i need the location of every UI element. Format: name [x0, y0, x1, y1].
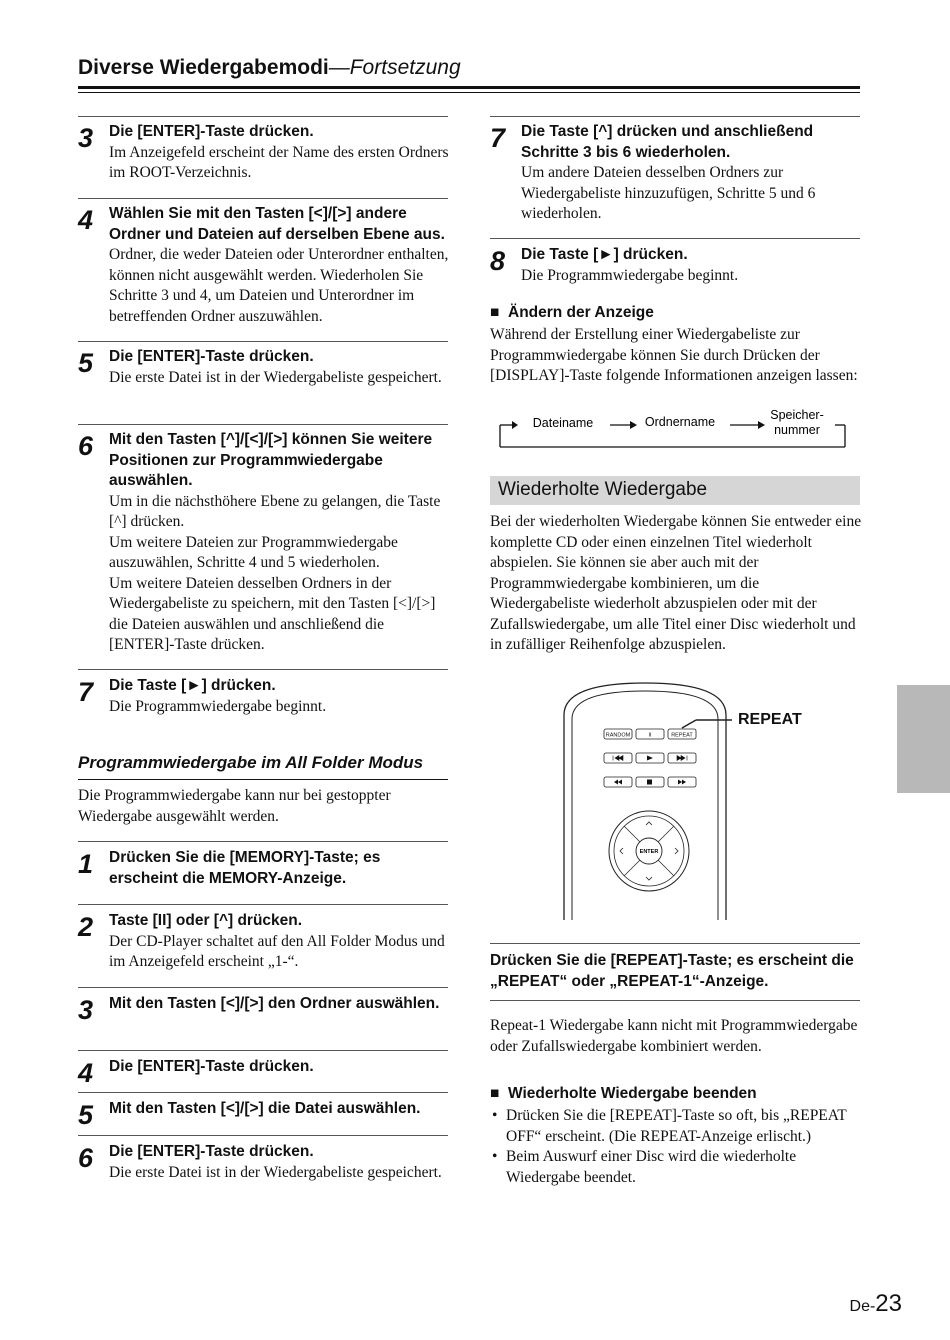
step-number: 3 [78, 123, 94, 153]
step-title: Mit den Tasten [^]/[<]/[>] können Sie weitere Positionen zur Programmwiedergabe auswählen. [109, 431, 433, 489]
flow-item-memory-1: Speicher- [770, 408, 824, 422]
step-number: 3 [78, 995, 94, 1025]
step-number: 5 [78, 348, 94, 378]
intro-text: Die Programmwiedergabe kann nur bei gestoppter Wiedergabe ausgewählt werden. [78, 787, 391, 825]
page-title: Diverse Wiedergabemodi—Fortsetzung [78, 56, 461, 79]
btn-repeat-label: REPEAT [671, 732, 693, 739]
subsection-heading: Programmwiedergabe im All Folder Modus [78, 753, 424, 772]
dpad [609, 811, 689, 891]
flow-item-memory-2: nummer [774, 423, 820, 437]
step-body: Ordner, die weder Dateien oder Unterordner enthalten, können nicht ausgewählt werden. Wiederholen Sie Schritte 3 und 4, um Dateien und Unterordner im betreffenden Ordner auszuwählen. [109, 246, 449, 325]
step-body: Die Programmwiedergabe beginnt. [521, 266, 739, 284]
step-8 [490, 245, 862, 286]
step-divider [78, 1135, 448, 1136]
step-number: 8 [490, 246, 506, 276]
step-body: Um andere Dateien desselben Ordners zur Wiedergabeliste hinzuzufügen, Schritte 5 und 6 wiederholen. [521, 164, 816, 222]
step-title: Die Taste [^] drücken und anschließend Schritte 3 bis 6 wiederholen. [521, 123, 814, 161]
step-4 [78, 204, 450, 327]
step-divider [78, 669, 448, 670]
step-title: Die [ENTER]-Taste drücken. [109, 123, 314, 140]
step-body: Die Programmwiedergabe beginnt. [109, 697, 327, 715]
btn-random-label: RANDOM [605, 732, 631, 739]
step-number: 5 [78, 1100, 94, 1130]
step-title: Taste [II] oder [^] drücken. [109, 912, 303, 929]
step-number: 6 [78, 431, 94, 461]
bullet-dot-icon: • [492, 1148, 498, 1165]
step-divider [78, 341, 448, 342]
step-6 [78, 430, 450, 656]
list-item: • Beim Auswurf einer Disc wird die wiederholte Wiedergabe beendet. [492, 1148, 797, 1186]
af-step-6 [78, 1142, 450, 1183]
display-change-heading: ■ Ändern der Anzeige [490, 304, 654, 321]
step-title: Wählen Sie mit den Tasten [<]/[>] andere Ordner und Dateien auf derselben Ebene aus. [109, 205, 445, 243]
step-title: Drücken Sie die [MEMORY]-Taste; es erscheint die MEMORY-Anzeige. [109, 849, 381, 887]
step-divider [78, 841, 448, 842]
step-divider [78, 1092, 448, 1093]
square-bullet-icon: ■ [490, 1085, 500, 1102]
step-7-repeat [490, 122, 862, 225]
repeat-callout-label: REPEAT [738, 711, 802, 728]
step-body: Die erste Datei ist in der Wiedergabeliste gespeichert. [109, 1163, 442, 1181]
btn-pause-label: II [648, 732, 652, 739]
step-divider [490, 116, 860, 117]
step-title: Die Taste [►] drücken. [109, 677, 276, 694]
af-step-4 [78, 1057, 450, 1088]
step-number: 4 [78, 205, 94, 235]
section-header-repeat: Wiederholte Wiedergabe [490, 476, 860, 505]
step-body: Die erste Datei ist in der Wiedergabeliste gespeichert. [109, 368, 442, 386]
step-number: 4 [78, 1058, 94, 1088]
step-body: Um in die nächsthöhere Ebene zu gelangen, die Taste [^] drücken. [109, 492, 441, 530]
af-step-3 [78, 994, 450, 1025]
step-divider [78, 987, 448, 988]
step-5 [78, 347, 450, 388]
page-number: De-23 [849, 1290, 902, 1317]
step-body: Um weitere Dateien zur Programmwiedergabe auszuwählen, Schritte 4 und 5 wiederholen. [109, 533, 398, 571]
repeat-end-list [490, 1106, 862, 1188]
btn-enter-label: ENTER [639, 849, 659, 855]
step-title: Die [ENTER]-Taste drücken. [109, 1058, 314, 1075]
af-step-5 [78, 1099, 450, 1130]
step-number: 6 [78, 1143, 94, 1173]
header-rule [78, 86, 860, 89]
repeat-intro-text: Bei der wiederholten Wiedergabe können Sie entweder eine komplette CD oder einen einzelnen Titel wiederholt abspielen. Sie können sie aber auch mit der Programmwiedergabe kombinieren, um die Wiedergabeliste wiederholt abzuspielen oder mit der Zufallswiedergabe, um alle Titel einer Disc wiederholt und in zufälliger Reihenfolge abzuspielen. [490, 513, 862, 653]
repeat-end-heading: ■ Wiederholte Wiedergabe beenden [490, 1085, 757, 1102]
step-divider [490, 943, 860, 944]
af-step-1 [78, 848, 450, 889]
subsection-rule [78, 779, 448, 780]
step-title: Die [ENTER]-Taste drücken. [109, 1143, 314, 1160]
step-divider [78, 904, 448, 905]
repeat-instruction: Drücken Sie die [REPEAT]-Taste; es erscheint die „REPEAT“ oder „REPEAT-1“-Anzeige. [490, 952, 854, 990]
flow-item-filename: Dateiname [532, 416, 594, 430]
flow-item-foldername: Ordnername [644, 415, 716, 429]
step-3 [78, 122, 450, 184]
step-title: Mit den Tasten [<]/[>] die Datei auswählen. [109, 1100, 421, 1117]
display-flow-diagram [490, 405, 862, 455]
step-divider [78, 116, 448, 117]
square-bullet-icon: ■ [490, 304, 500, 321]
step-body: Im Anzeigefeld erscheint der Name des ersten Ordners im ROOT-Verzeichnis. [109, 143, 449, 181]
step-number: 2 [78, 912, 94, 942]
list-item: • Drücken Sie die [REPEAT]-Taste so oft, bis „REPEAT OFF“ erscheint. (Die REPEAT-Anzeige erlischt.) [492, 1107, 847, 1145]
repeat-note: Repeat-1 Wiedergabe kann nicht mit Programmwiedergabe oder Zufallswiedergabe kombiniert werden. [490, 1017, 858, 1055]
display-change-text: Während der Erstellung einer Wiedergabeliste zur Programmwiedergabe können Sie durch Drücken der [DISPLAY]-Taste folgende Informationen anzeigen lassen: [490, 326, 858, 384]
bullet-dot-icon: • [492, 1107, 498, 1124]
transport-buttons-row-1 [604, 753, 696, 763]
af-step-2 [78, 911, 450, 973]
step-divider [78, 198, 448, 199]
header-rule-thin [78, 92, 860, 93]
step-title: Mit den Tasten [<]/[>] den Ordner auswählen. [109, 995, 440, 1012]
chapter-side-tab [897, 685, 950, 793]
step-divider [78, 1050, 448, 1051]
step-body: Um weitere Dateien desselben Ordners in der Wiedergabeliste zu speichern, mit den Tasten [<]/[>] die Dateien auswählen und anschließend die [ENTER]-Taste drücken. [109, 574, 436, 653]
transport-buttons-row-2 [604, 777, 696, 787]
step-number: 7 [78, 677, 94, 707]
step-7 [78, 676, 450, 717]
step-number: 1 [78, 849, 94, 879]
step-title: Die [ENTER]-Taste drücken. [109, 348, 314, 365]
step-number: 7 [490, 123, 506, 153]
step-divider [490, 238, 860, 239]
step-body: Der CD-Player schaltet auf den All Folder Modus und im Anzeigefeld erscheint „1-“. [109, 932, 445, 970]
step-title: Die Taste [►] drücken. [521, 246, 688, 263]
step-divider [490, 1000, 860, 1001]
step-divider [78, 424, 448, 425]
